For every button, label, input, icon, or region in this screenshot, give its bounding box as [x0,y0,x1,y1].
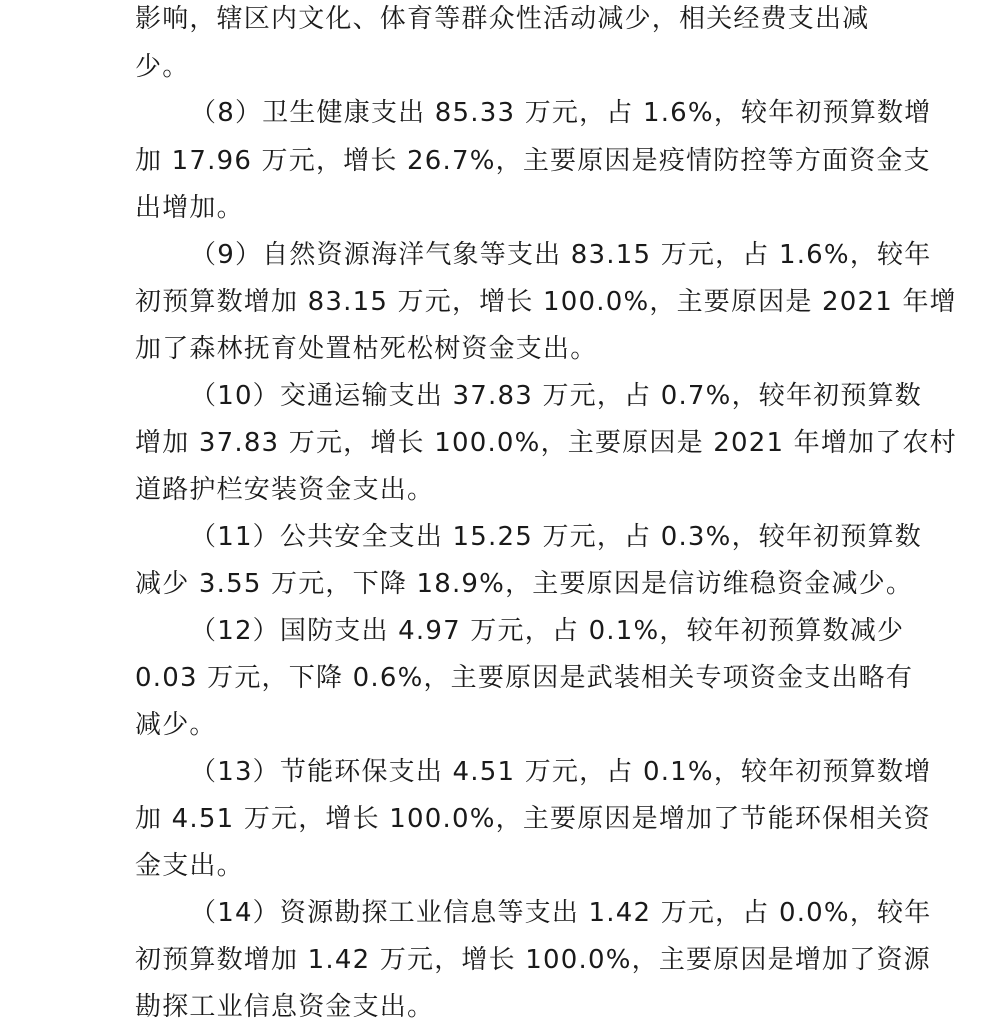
text-line: 加了森林抚育处置枯死松树资金支出。 [135,334,598,364]
text-line: 增加 37.83 万元，增长 100.0%，主要原因是 2021 年增加了农村 [135,428,957,458]
text-line: 0.03 万元，下降 0.6%，主要原因是武装相关专项资金支出略有 [135,663,914,693]
paragraph-8-line: （8）卫生健康支出 85.33 万元，占 1.6%，较年初预算数增 [190,98,932,128]
paragraph-14-line: （14）资源勘探工业信息等支出 1.42 万元，占 0.0%，较年 [190,898,932,928]
text-line: 加 4.51 万元，增长 100.0%，主要原因是增加了节能环保相关资 [135,804,931,834]
text-line: 减少 3.55 万元，下降 18.9%，主要原因是信访维稳资金减少。 [135,569,914,599]
text-line: 初预算数增加 1.42 万元，增长 100.0%，主要原因是增加了资源 [135,945,931,975]
text-line: 金支出。 [135,851,244,881]
text-line: 减少。 [135,710,217,740]
text-line: 道路护栏安装资金支出。 [135,475,435,505]
paragraph-11-line: （11）公共安全支出 15.25 万元，占 0.3%，较年初预算数 [190,522,922,552]
text-line: 初预算数增加 83.15 万元，增长 100.0%，主要原因是 2021 年增 [135,287,957,317]
paragraph-9-line: （9）自然资源海洋气象等支出 83.15 万元，占 1.6%，较年 [190,240,932,270]
text-line: 少。 [135,52,190,82]
text-line: 勘探工业信息资金支出。 [135,992,435,1022]
paragraph-10-line: （10）交通运输支出 37.83 万元，占 0.7%，较年初预算数 [190,381,922,411]
text-line: 出增加。 [135,193,244,223]
paragraph-12-line: （12）国防支出 4.97 万元，占 0.1%，较年初预算数减少 [190,616,905,646]
text-line: 加 17.96 万元，增长 26.7%，主要原因是疫情防控等方面资金支 [135,146,931,176]
text-line: 影响，辖区内文化、体育等群众性活动减少，相关经费支出减 [135,4,870,34]
paragraph-13-line: （13）节能环保支出 4.51 万元，占 0.1%，较年初预算数增 [190,757,932,787]
